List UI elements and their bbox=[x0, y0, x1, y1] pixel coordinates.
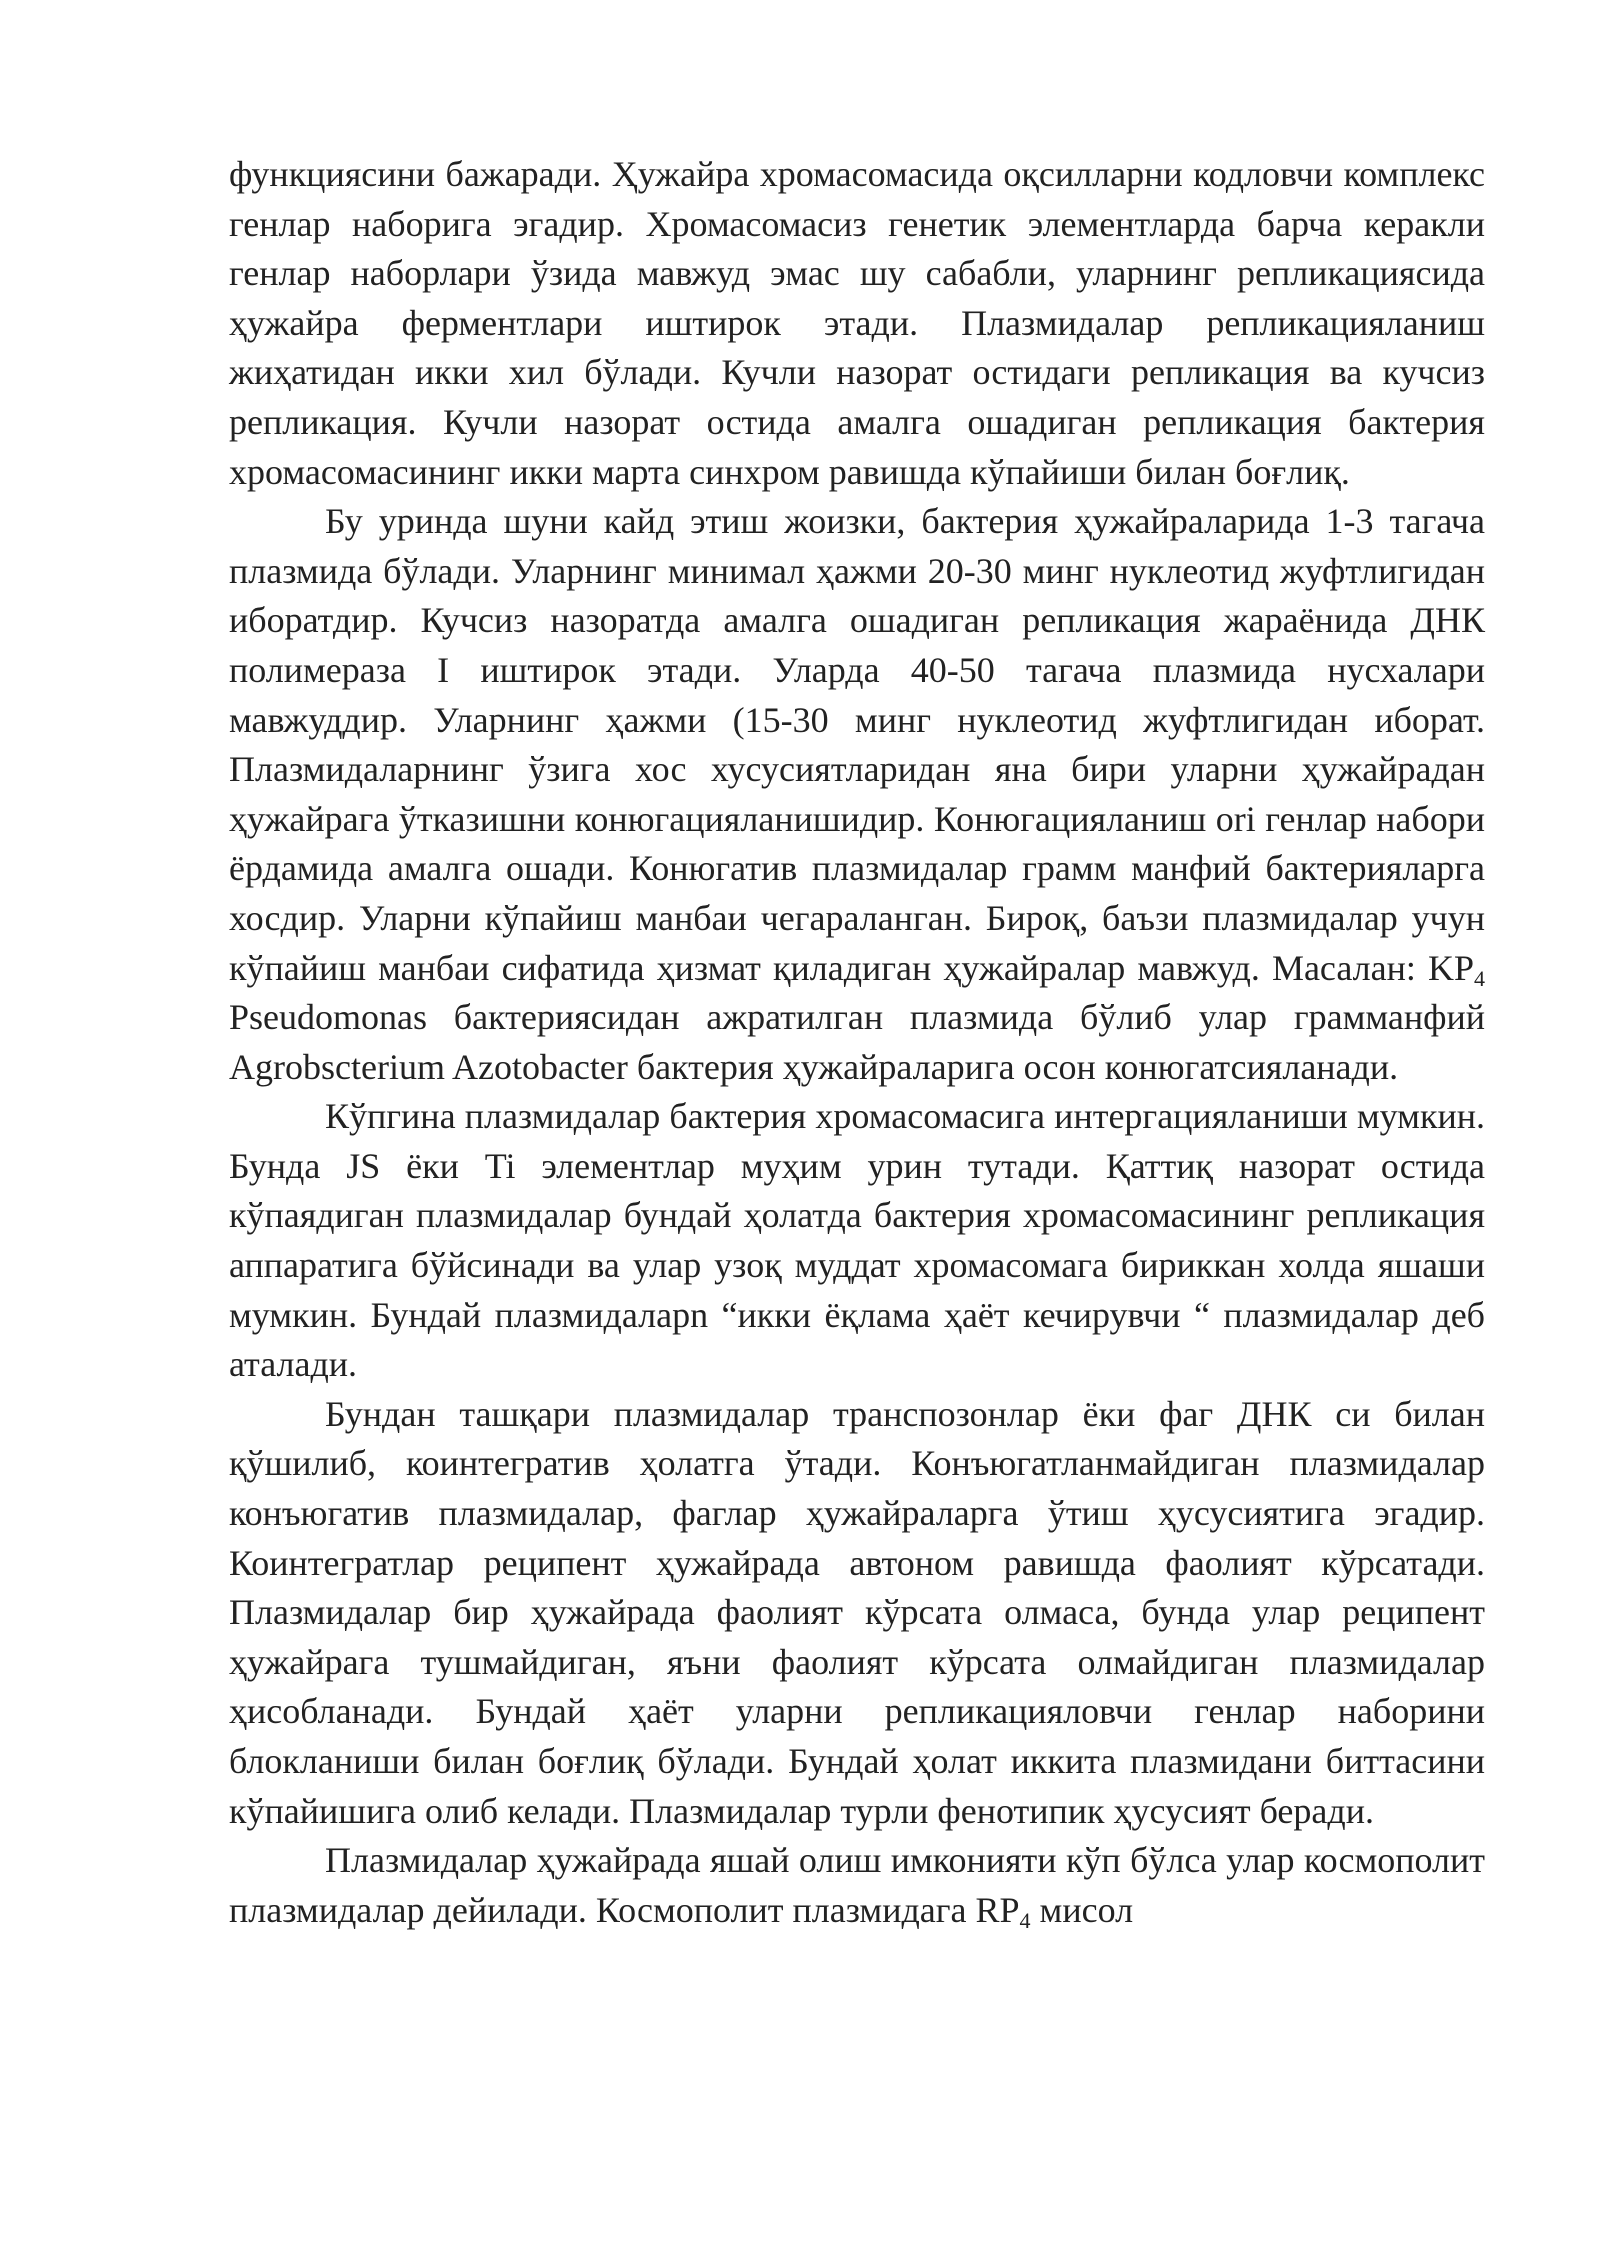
paragraph-5-text-b: мисол bbox=[1030, 1889, 1134, 1930]
paragraph-2-text-b: Pseudomonas бактериясидан ажратилган плазмида бўлиб улар грамманфий Agrobscterium Azotobacter бактерия ҳужайраларига осон конюгатсияланади. bbox=[229, 997, 1485, 1087]
paragraph-5 bbox=[229, 1836, 1485, 1935]
paragraph-3-text: Кўпгина плазмидалар бактерия хромасомасига интергацияланиши мумкин. Бунда JS ёки Ti элементлар муҳим урин тутади. Қаттиқ назорат остида кўпаядиган плазмидалар бундай ҳолатда бактерия хромасомасининг репликация аппаратига бўйсинади ва улар узоқ муддат хромасомага бириккан холда яшаши мумкин. Бундай плазмидаларn “икки ёқлама ҳаёт кечирувчи “ плазмидалар деб аталади. bbox=[229, 1096, 1485, 1385]
paragraph-2 bbox=[229, 497, 1485, 1092]
kp4-subscript: 4 bbox=[1474, 965, 1485, 991]
paragraph-1 bbox=[229, 150, 1485, 497]
paragraph-4-text: Бундан ташқари плазмидалар транспозонлар ёки фаг ДНК си билан қўшилиб, коинтегратив ҳолатга ўтади. Конъюгатланмайдиган плазмидалар конъюгатив плазмидалар, фаглар ҳужайраларга ўтиш ҳусусиятига эгадир. Коинтегратлар реципент ҳужайрада автоном равишда фаолият кўрсатади. Плазмидалар бир ҳужайрада фаолият кўрсата олмаса, бунда улар реципент ҳужайрага тушмайдиган, яъни фаолият кўрсата олмайдиган плазмидалар ҳисобланади. Бундай ҳаёт уларни репликацияловчи генлар наборини блокланиши билан боғлиқ бўлади. Бундай ҳолат иккита плазмидани биттасини кўпайишига олиб келади. Плазмидалар турли фенотипик ҳусусият беради. bbox=[229, 1393, 1485, 1831]
document-page bbox=[229, 150, 1485, 1935]
paragraph-4 bbox=[229, 1390, 1485, 1836]
paragraph-1-text: функциясини бажаради. Ҳужайра хромасомасида оқсилларни кодловчи комплекс генлар наборига эгадир. Хромасомасиз генетик элементларда барча керакли генлар наборлари ўзида мавжуд эмас шу сабабли, уларнинг репликациясида ҳужайра ферментлари иштирок этади. Плазмидалар репликацияланиш жиҳатидан икки хил бўлади. Кучли назорат остидаги репликация ва кучсиз репликация. Кучли назорат остида амалга ошадиган репликация бактерия хромасомасининг икки марта синхром равишда кўпайиши билан боғлиқ. bbox=[229, 154, 1485, 492]
paragraph-5-text-a: Плазмидалар ҳужайрада яшай олиш имконияти кўп бўлса улар космополит плазмидалар дейилади. Космополит плазмидага RP bbox=[229, 1840, 1485, 1930]
paragraph-3 bbox=[229, 1092, 1485, 1390]
paragraph-2-text-a: Бу уринда шуни кайд этиш жоизки, бактерия ҳужайраларида 1-3 тагача плазмида бўлади. Уларнинг минимал ҳажми 20-30 минг нуклеотид жуфтлигидан иборатдир. Кучсиз назоратда амалга ошадиган репликация жараёнида ДНК полимераза I иштирок этади. Уларда 40-50 тагача плазмида нусхалари мавжуддир. Уларнинг ҳажми (15-30 минг нуклеотид жуфтлигидан иборат. Плазмидаларнинг ўзига хос хусусиятларидан яна бири уларни ҳужайрадан ҳужайрага ўтказишни конюгацияланишидир. Конюгацияланиш ori генлар набори ёрдамида амалга ошади. Конюгатив плазмидалар грамм манфий бактерияларга хосдир. Уларни кўпайиш манбаи чегараланган. Бироқ, баъзи плазмидалар учун кўпайиш манбаи сифатида ҳизмат қиладиган ҳужайралар мавжуд. Масалан: KP bbox=[229, 501, 1485, 988]
rp4-subscript: 4 bbox=[1019, 1907, 1031, 1933]
